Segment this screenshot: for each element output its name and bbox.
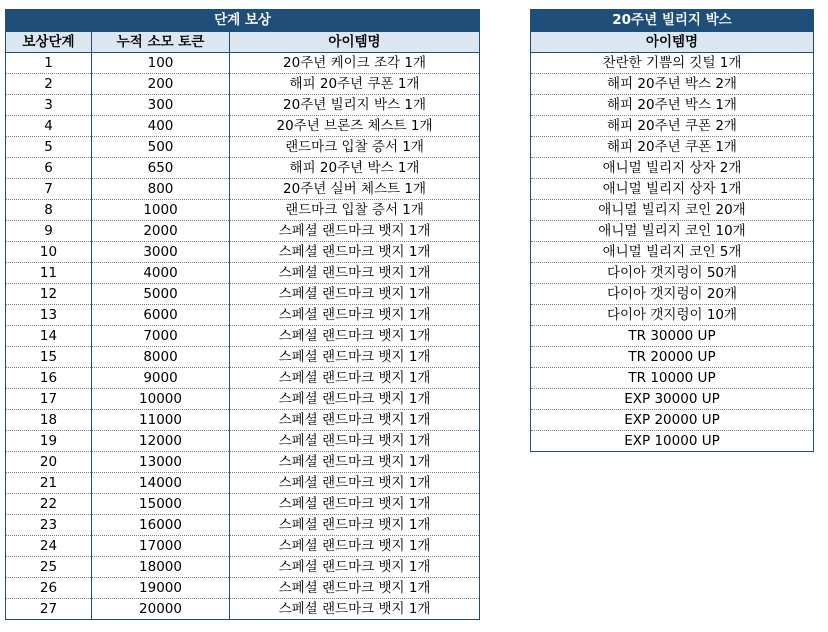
stage-cell: 8 [6,200,92,221]
table-row [6,368,480,389]
stage-cell: 15 [6,347,92,368]
item-cell: 스페셜 랜드마크 뱃지 1개 [230,389,480,410]
item-cell: 스페셜 랜드마크 뱃지 1개 [230,557,480,578]
token-cell: 400 [92,116,230,137]
item-cell: 랜드마크 입찰 증서 1개 [230,200,480,221]
table-row [531,284,814,305]
token-cell: 800 [92,179,230,200]
token-cell: 7000 [92,326,230,347]
stage-cell: 18 [6,410,92,431]
token-cell: 6000 [92,305,230,326]
table-row [531,431,814,452]
box-item-cell: 해피 20주년 쿠폰 2개 [531,116,814,137]
stage-cell: 6 [6,158,92,179]
token-cell: 100 [92,53,230,74]
token-cell: 18000 [92,557,230,578]
table-row [6,452,480,473]
token-cell: 650 [92,158,230,179]
box-item-cell: EXP 30000 UP [531,389,814,410]
table-row [6,242,480,263]
table-row [6,326,480,347]
column-header-tokens: 누적 소모 토큰 [92,32,230,53]
table-row [6,179,480,200]
village-box-title: 20주년 빌리지 박스 [531,10,814,32]
table-row [6,578,480,599]
stage-cell: 5 [6,137,92,158]
item-cell: 20주년 실버 체스트 1개 [230,179,480,200]
item-cell: 스페셜 랜드마크 뱃지 1개 [230,326,480,347]
token-cell: 2000 [92,221,230,242]
stage-cell: 9 [6,221,92,242]
stage-cell: 23 [6,515,92,536]
token-cell: 300 [92,95,230,116]
stage-cell: 22 [6,494,92,515]
box-item-cell: 다이아 갯지렁이 10개 [531,305,814,326]
token-cell: 16000 [92,515,230,536]
item-cell: 20주년 케이크 조각 1개 [230,53,480,74]
table-row [531,53,814,74]
stage-cell: 27 [6,599,92,620]
stage-cell: 19 [6,431,92,452]
table-row [6,305,480,326]
stage-cell: 3 [6,95,92,116]
item-cell: 해피 20주년 쿠폰 1개 [230,74,480,95]
box-item-cell: 해피 20주년 쿠폰 1개 [531,137,814,158]
item-cell: 스페셜 랜드마크 뱃지 1개 [230,242,480,263]
box-item-cell: TR 10000 UP [531,368,814,389]
table-row [6,221,480,242]
table-row [531,347,814,368]
item-cell: 스페셜 랜드마크 뱃지 1개 [230,578,480,599]
token-cell: 3000 [92,242,230,263]
table-row [531,389,814,410]
table-row [6,74,480,95]
column-header-box-item: 아이템명 [531,32,814,53]
item-cell: 스페셜 랜드마크 뱃지 1개 [230,431,480,452]
table-row [6,536,480,557]
item-cell: 스페셜 랜드마크 뱃지 1개 [230,536,480,557]
table-row [6,53,480,74]
table-row [6,158,480,179]
box-item-cell: 해피 20주년 박스 1개 [531,95,814,116]
token-cell: 5000 [92,284,230,305]
table-row [531,158,814,179]
table-row [531,263,814,284]
token-cell: 19000 [92,578,230,599]
stage-cell: 24 [6,536,92,557]
table-row [531,221,814,242]
item-cell: 스페셜 랜드마크 뱃지 1개 [230,452,480,473]
table-row [6,284,480,305]
stage-cell: 11 [6,263,92,284]
table-row [6,389,480,410]
table-row [6,137,480,158]
stage-cell: 17 [6,389,92,410]
table-row [531,137,814,158]
item-cell: 스페셜 랜드마크 뱃지 1개 [230,410,480,431]
item-cell: 스페셜 랜드마크 뱃지 1개 [230,305,480,326]
box-item-cell: 애니멀 빌리지 코인 10개 [531,221,814,242]
stage-cell: 12 [6,284,92,305]
item-cell: 20주년 빌리지 박스 1개 [230,95,480,116]
stage-cell: 10 [6,242,92,263]
table-row [531,95,814,116]
table-row [6,557,480,578]
table-row [6,200,480,221]
table-row [531,74,814,95]
token-cell: 500 [92,137,230,158]
item-cell: 스페셜 랜드마크 뱃지 1개 [230,515,480,536]
table-row [531,305,814,326]
item-cell: 스페셜 랜드마크 뱃지 1개 [230,347,480,368]
stage-cell: 13 [6,305,92,326]
token-cell: 10000 [92,389,230,410]
item-cell: 스페셜 랜드마크 뱃지 1개 [230,368,480,389]
column-header-item: 아이템명 [230,32,480,53]
box-item-cell: 다이아 갯지렁이 20개 [531,284,814,305]
table-row [531,116,814,137]
box-item-cell: 애니멀 빌리지 상자 1개 [531,179,814,200]
table-row [6,347,480,368]
table-row [6,116,480,137]
column-header-stage: 보상단계 [6,32,92,53]
table-row [531,179,814,200]
item-cell: 해피 20주년 박스 1개 [230,158,480,179]
table-row [6,431,480,452]
stage-cell: 14 [6,326,92,347]
item-cell: 20주년 브론즈 체스트 1개 [230,116,480,137]
table-row [531,200,814,221]
stage-reward-title: 단계 보상 [6,10,480,32]
box-item-cell: 찬란한 기쁨의 깃털 1개 [531,53,814,74]
item-cell: 스페셜 랜드마크 뱃지 1개 [230,221,480,242]
table-row [531,368,814,389]
box-item-cell: 애니멀 빌리지 코인 20개 [531,200,814,221]
item-cell: 스페셜 랜드마크 뱃지 1개 [230,263,480,284]
token-cell: 20000 [92,599,230,620]
table-row [531,326,814,347]
item-cell: 랜드마크 입찰 증서 1개 [230,137,480,158]
token-cell: 17000 [92,536,230,557]
table-row [6,263,480,284]
table-row [6,515,480,536]
box-item-cell: 해피 20주년 박스 2개 [531,74,814,95]
table-row [531,242,814,263]
table-row [6,410,480,431]
village-box-table [530,9,814,452]
box-item-cell: 다이아 갯지렁이 50개 [531,263,814,284]
token-cell: 15000 [92,494,230,515]
item-cell: 스페셜 랜드마크 뱃지 1개 [230,284,480,305]
token-cell: 13000 [92,452,230,473]
table-row [531,410,814,431]
stage-cell: 21 [6,473,92,494]
stage-cell: 7 [6,179,92,200]
box-item-cell: TR 30000 UP [531,326,814,347]
table-row [6,95,480,116]
token-cell: 9000 [92,368,230,389]
token-cell: 12000 [92,431,230,452]
stage-cell: 1 [6,53,92,74]
token-cell: 11000 [92,410,230,431]
box-item-cell: TR 20000 UP [531,347,814,368]
box-item-cell: 애니멀 빌리지 코인 5개 [531,242,814,263]
stage-cell: 2 [6,74,92,95]
token-cell: 1000 [92,200,230,221]
table-row [6,494,480,515]
stage-cell: 25 [6,557,92,578]
stage-cell: 26 [6,578,92,599]
stage-cell: 16 [6,368,92,389]
token-cell: 8000 [92,347,230,368]
item-cell: 스페셜 랜드마크 뱃지 1개 [230,599,480,620]
box-item-cell: EXP 20000 UP [531,410,814,431]
stage-reward-table [5,9,480,620]
table-row [6,473,480,494]
item-cell: 스페셜 랜드마크 뱃지 1개 [230,494,480,515]
token-cell: 14000 [92,473,230,494]
table-row [6,599,480,620]
item-cell: 스페셜 랜드마크 뱃지 1개 [230,473,480,494]
token-cell: 4000 [92,263,230,284]
box-item-cell: 애니멀 빌리지 상자 2개 [531,158,814,179]
stage-cell: 20 [6,452,92,473]
stage-cell: 4 [6,116,92,137]
token-cell: 200 [92,74,230,95]
box-item-cell: EXP 10000 UP [531,431,814,452]
